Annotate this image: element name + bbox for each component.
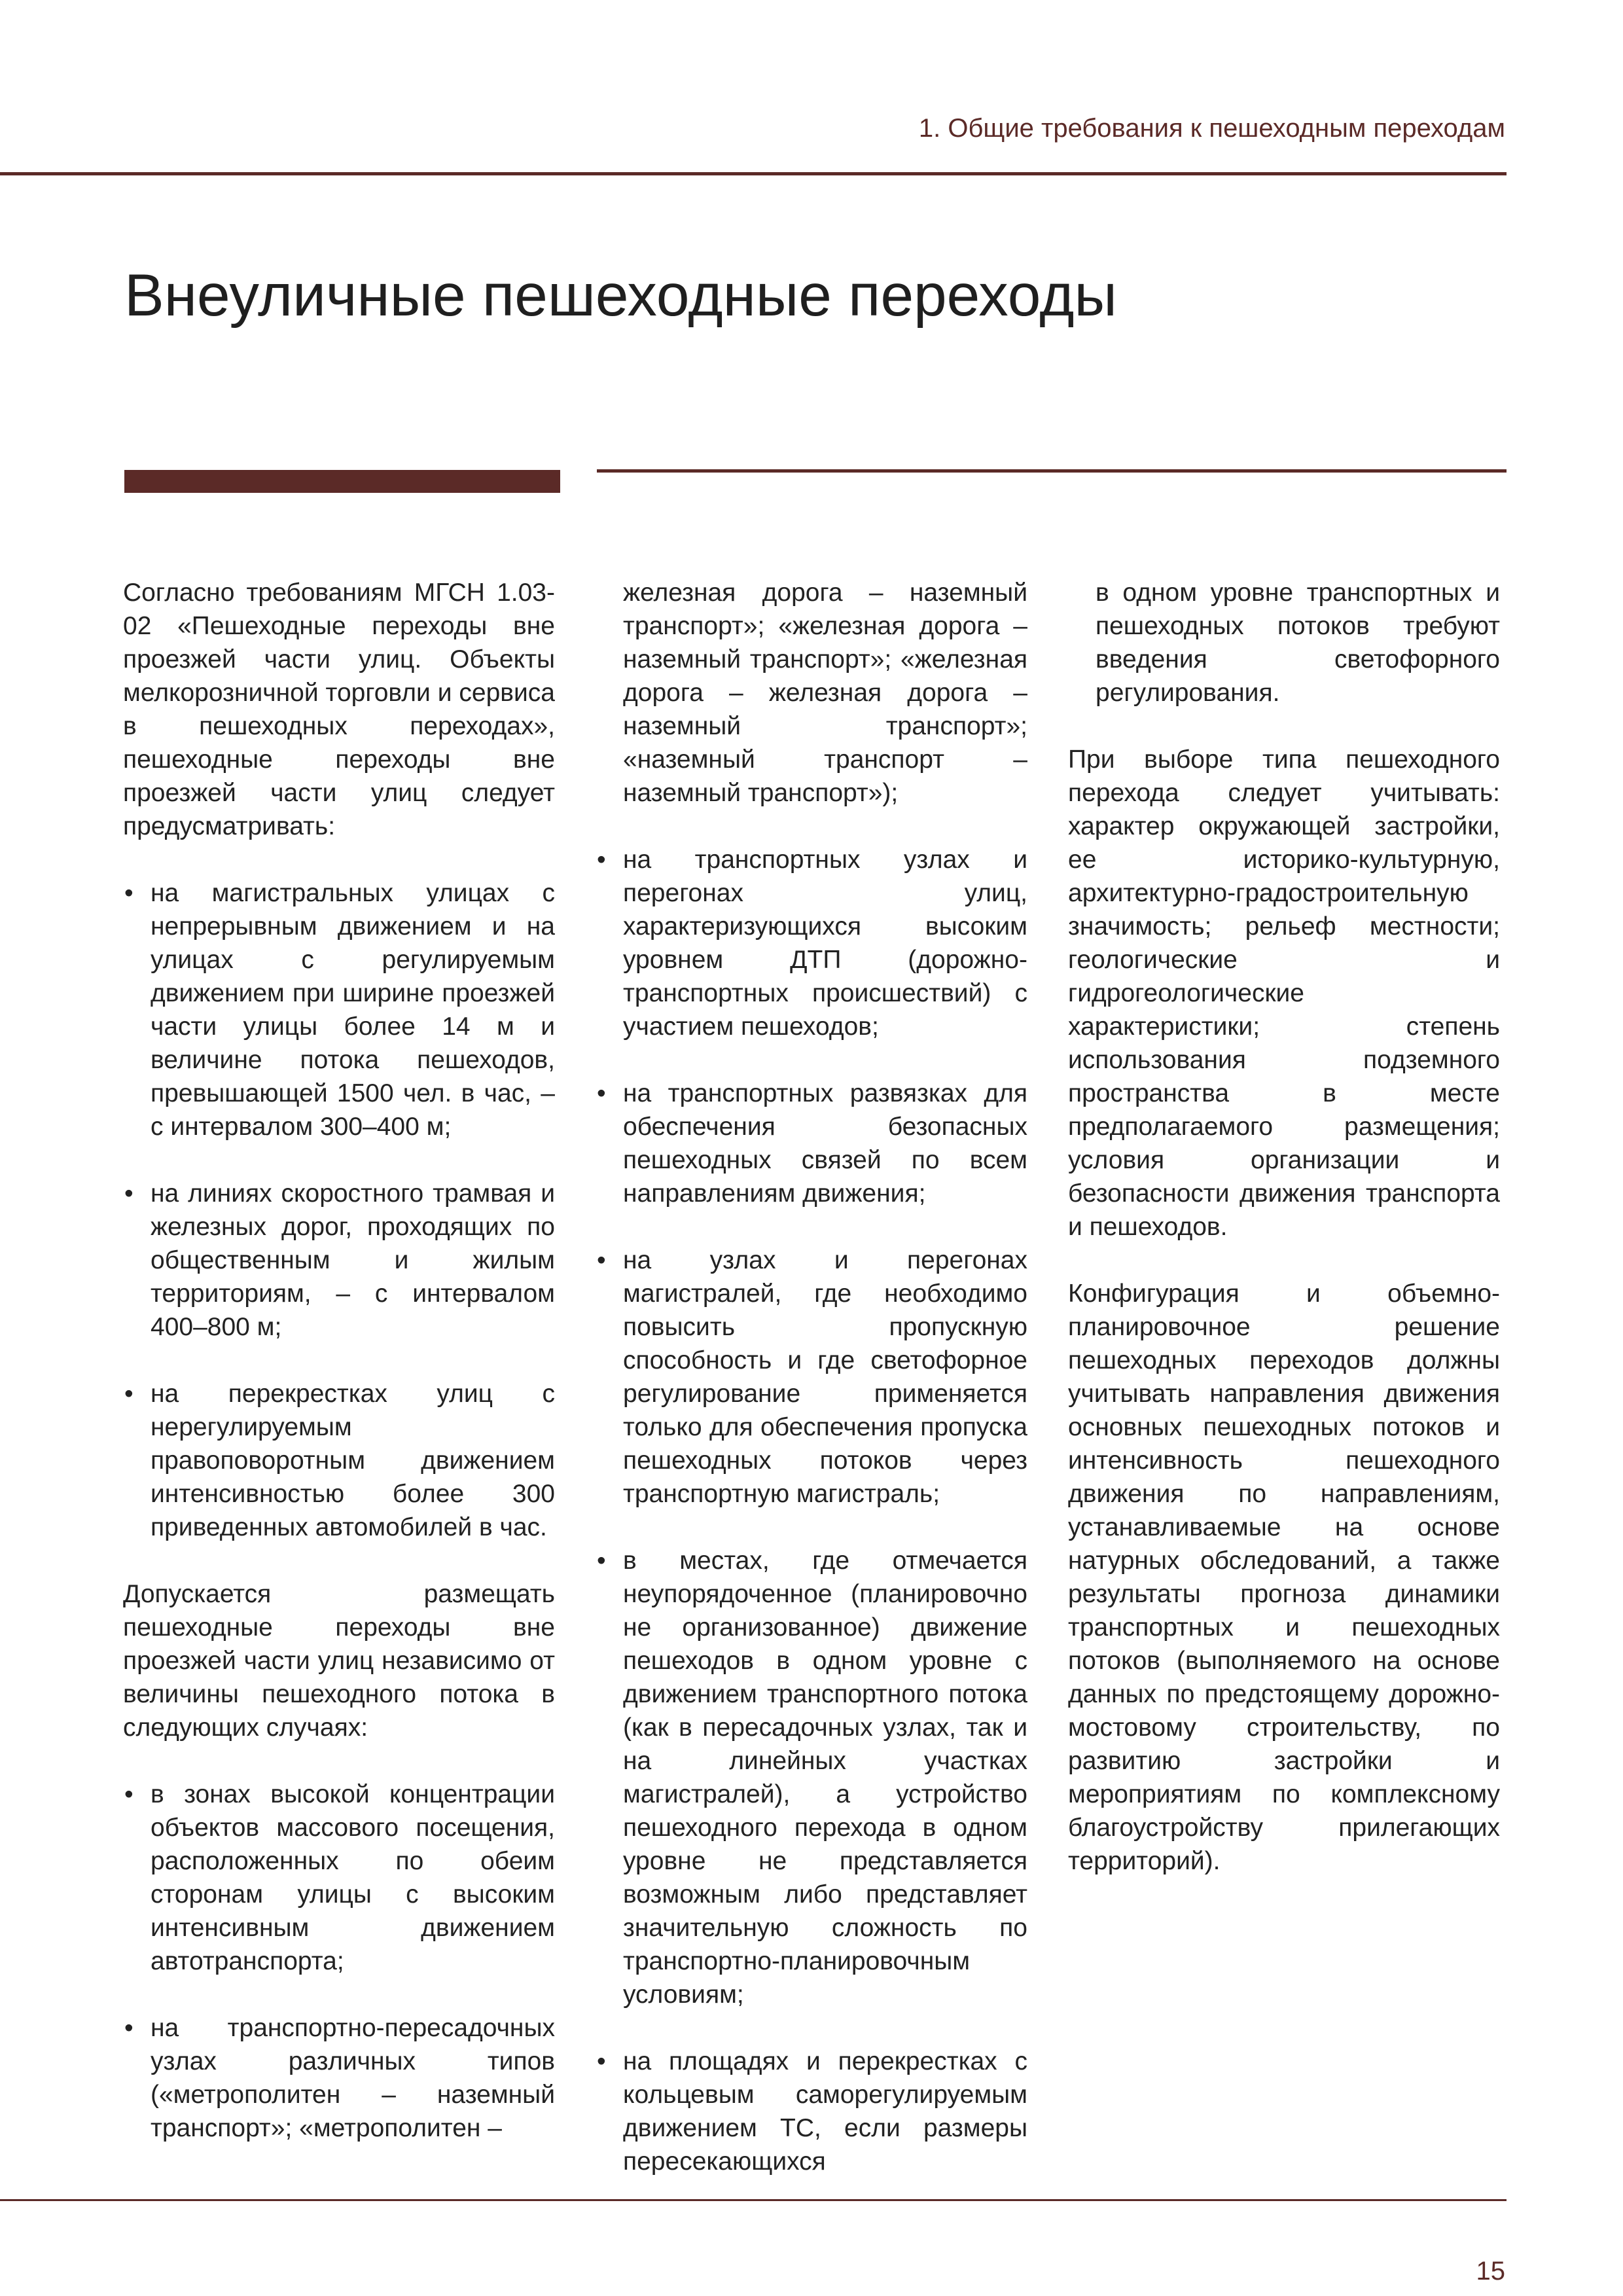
- list-item: • на узлах и перегонах магистралей, где необходимо повысить пропускную способность и где светофорное регулирование применяется только для обеспечения пропуска пешеходных потоков через транспортную магистраль;: [596, 1244, 1027, 1511]
- page-title: Внеуличные пешеходные переходы: [124, 262, 1117, 329]
- allowed-cases-list: [123, 1778, 555, 2145]
- list-item: • в зонах высокой концентрации объектов массового посещения, расположенных по обеим сторонам улицы с высоким интенсивным движением автотранспорта;: [123, 1778, 555, 1978]
- requirements-list: [123, 876, 555, 1544]
- list-item: • на транспортных развязках для обеспечения безопасных пешеходных связей по всем направлениям движения;: [596, 1077, 1027, 1210]
- page-number: 15: [1476, 2257, 1505, 2286]
- list-item: • на транспортно-пересадочных узлах различных типов («метрополитен – наземный транспорт»; «метрополитен –: [123, 2011, 555, 2145]
- list-item: • на линиях скоростного трамвая и железных дорог, проходящих по общественным и жилым территориям, – с интервалом 400–800 м;: [123, 1177, 555, 1344]
- list-item-continuation: в одном уровне транспортных и пешеходных потоков требуют введения светофорного регулирования.: [1096, 579, 1500, 707]
- footer-rule: [0, 2199, 1507, 2201]
- list-item: • на площадях и перекрестках с кольцевым саморегулируемым движением ТС, если размеры пересекающихся: [596, 2045, 1027, 2178]
- list-item: • на транспортных узлах и перегонах улиц, характеризующихся высоким уровнем ДТП (дорожно-транспортных происшествий) с участием пешеходов;: [596, 843, 1027, 1043]
- list-item: • на перекрестках улиц с нерегулируемым правоповоротным движением интенсивностью более 300 приведенных автомобилей в час.: [123, 1377, 555, 1544]
- list-item-continuation: железная дорога – наземный транспорт»; «железная дорога – наземный транспорт»; «железная дорога – железная дорога – наземный транспорт»; «наземный транспорт – наземный транспорт»);: [623, 579, 1027, 807]
- header-rule: [0, 172, 1507, 175]
- running-head: 1. Общие требования к пешеходным переходам: [918, 114, 1505, 143]
- allowed-cases-list-end: [1068, 576, 1500, 709]
- list-item: • в местах, где отмечается неупорядоченное (планировочно не организованное) движение пешеходов в одном уровне с движением транспортного потока (как в пересадочных узлах, так и на линейных участках магистралей), а устройство пешеходного перехода в одном уровне не представляется возможным либо представляет значительную сложность по транспортно-планировочным условиям;: [596, 1544, 1027, 2011]
- type-selection-paragraph: При выборе типа пешеходного перехода следует учитывать: характер окружающей застройки, ее историко-культурную, архитектурно-градостроительную значимость; рельеф местности; геологические и гидрогеологические характеристики; степень использования подземного пространства в месте предполагаемого размещения; условия организации и безопасности движения транспорта и пешеходов.: [1068, 745, 1500, 1241]
- text-column-2: [596, 576, 1027, 2212]
- text-column-3: [1068, 576, 1500, 1911]
- configuration-paragraph: Конфигурация и объемно-планировочное решение пешеходных переходов должны учитывать направления движения основных пешеходных потоков и интенсивность пешеходного движения по направлениям, устанавливаемые на основе натурных обследований, а также результаты прогноза динамики транспортных и пешеходных потоков (выполняемого на основе данных по предстоящему дорожно-мостовому строительству, по развитию застройки и мероприятиям по комплексному благоустройству прилегающих территорий).: [1068, 1280, 1500, 1875]
- allowed-cases-paragraph: Допускается размещать пешеходные переходы вне проезжей части улиц независимо от величины пешеходного потока в следующих случаях:: [123, 1580, 555, 1742]
- list-item: • на магистральных улицах с непрерывным движением и на улицах с регулируемым движением при ширине проезжей части улицы более 14 м и величине потока пешеходов, превышающей 1500 чел. в час, – с интервалом 300–400 м;: [123, 876, 555, 1143]
- accent-line: [597, 469, 1507, 473]
- text-column-1: [123, 576, 555, 2178]
- accent-bar: [124, 470, 560, 493]
- intro-paragraph: Согласно требованиям МГСН 1.03-02 «Пешеходные переходы вне проезжей части улиц. Объекты мелкорозничной торговли и сервиса в пешеходных переходах», пешеходные переходы вне проезжей части улиц следует предусматривать:: [123, 579, 555, 840]
- allowed-cases-list-continued: [596, 576, 1027, 2178]
